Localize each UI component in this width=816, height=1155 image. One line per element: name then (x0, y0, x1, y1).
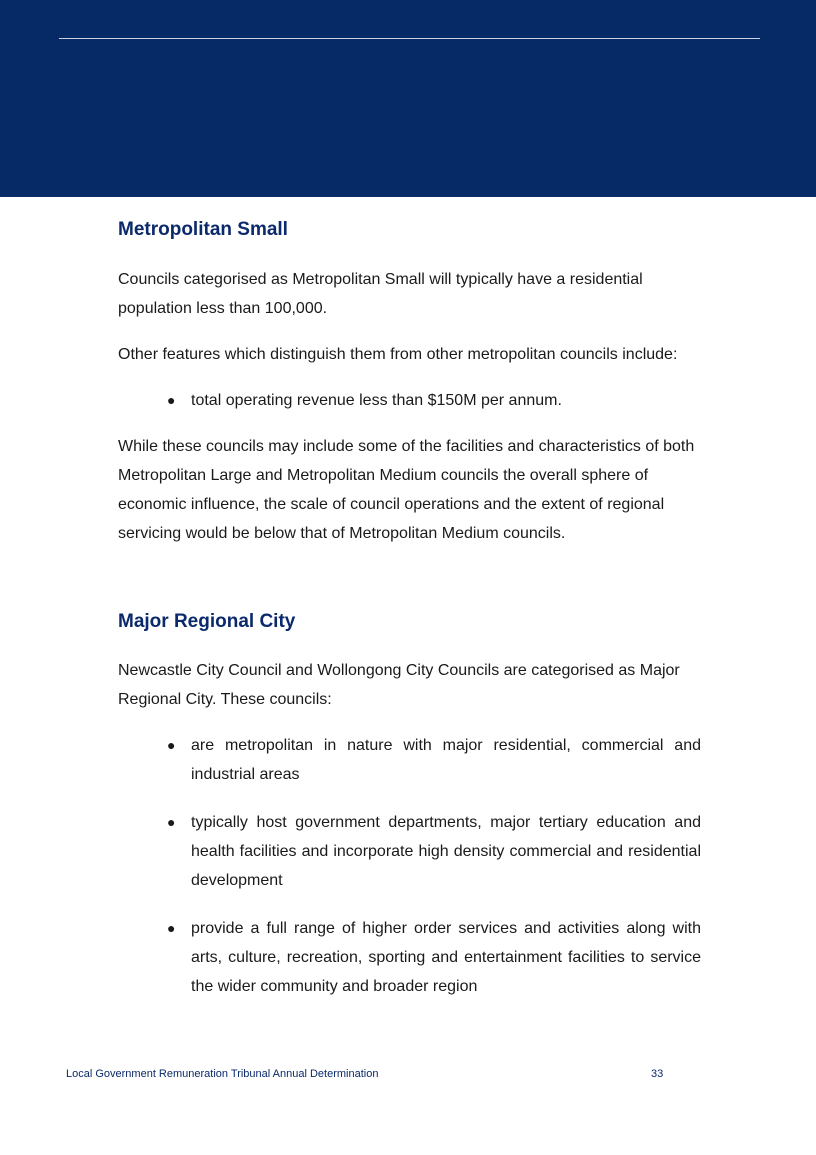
paragraph: Newcastle City Council and Wollongong City Councils are categorised as Major Regional City. These councils: (118, 662, 680, 708)
list-item-text: provide a full range of higher order services and activities along with arts, culture, recreation, sporting and entertainment facilities to service the wider community and broader region (191, 920, 701, 995)
section-title-metropolitan-small: Metropolitan Small (118, 219, 288, 240)
list-item-text: are metropolitan in nature with major residential, commercial and industrial areas (191, 737, 701, 783)
bullet-icon: ● (167, 920, 176, 936)
list-item-text: typically host government departments, major tertiary education and health facilities and incorporate high density commercial and residential development (191, 814, 701, 889)
bullet-list (118, 386, 701, 415)
list-item (118, 731, 701, 789)
footer-document-title: Local Government Remuneration Tribunal Annual Determination (66, 1068, 379, 1080)
page-content (118, 218, 701, 1001)
paragraph: While these councils may include some of the facilities and characteristics of both Metropolitan Large and Metropolitan Medium councils the overall sphere of economic influence, the scale of council operations and the extent of regional servicing would be below that of Metropolitan Medium councils. (118, 438, 695, 542)
section-title-major-regional-city: Major Regional City (118, 611, 296, 632)
list-item (118, 914, 701, 1001)
header-divider (59, 38, 760, 39)
paragraph: Other features which distinguish them from other metropolitan councils include: (118, 346, 678, 363)
bullet-icon: ● (167, 737, 176, 753)
list-item (118, 386, 701, 415)
paragraph: Councils categorised as Metropolitan Small will typically have a residential population less than 100,000. (118, 271, 643, 317)
bullet-list (118, 731, 701, 1001)
list-item (118, 808, 701, 895)
bullet-icon: ● (167, 392, 176, 408)
list-item-text: total operating revenue less than $150M per annum. (191, 392, 562, 409)
header-banner (0, 0, 816, 197)
footer-page-number: 33 (651, 1068, 664, 1080)
bullet-icon: ● (167, 814, 176, 830)
